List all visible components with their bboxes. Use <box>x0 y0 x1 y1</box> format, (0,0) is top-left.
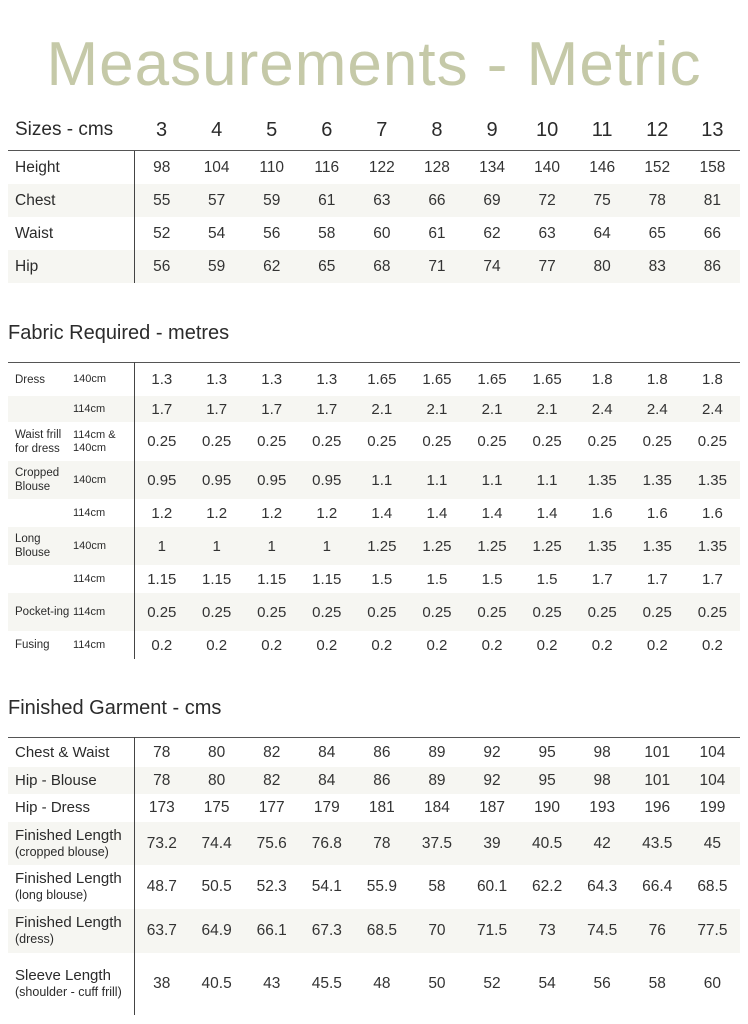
fabric-width: 140cm <box>73 527 134 565</box>
table-cell: 0.95 <box>189 461 244 499</box>
table-cell: 82 <box>263 743 281 761</box>
table-row <box>8 593 740 631</box>
table-cell: 179 <box>313 799 340 816</box>
table-cell: 1.3 <box>151 371 173 388</box>
table-cell: 2.4 <box>685 396 740 422</box>
table-cell: 0.25 <box>202 433 232 450</box>
table-cell: 0.2 <box>316 636 338 654</box>
table-cell: 1.7 <box>134 396 189 422</box>
table-row <box>8 527 740 565</box>
size-column-header: 7 <box>354 110 409 151</box>
row-label: Hip <box>8 250 134 283</box>
table-row <box>8 953 740 1015</box>
table-cell: 52.3 <box>256 878 287 895</box>
table-cell: 1 <box>244 527 299 565</box>
table-row <box>8 738 740 768</box>
table-cell: 104 <box>203 158 230 176</box>
table-cell: 140 <box>534 158 561 176</box>
table-cell: 66 <box>409 184 464 217</box>
table-row <box>8 217 740 250</box>
table-cell: 0.95 <box>244 461 299 499</box>
table-cell: 184 <box>424 799 450 816</box>
garment-label: Dress <box>15 373 46 386</box>
table-cell: 1.15 <box>202 570 232 588</box>
size-column-header: 3 <box>134 110 189 151</box>
table-cell: 1.1 <box>520 461 575 499</box>
table-cell: 68.5 <box>697 878 728 895</box>
table-cell: 45.5 <box>311 975 342 992</box>
table-cell: 1.8 <box>591 371 613 388</box>
table-cell: 78 <box>134 767 189 794</box>
table-cell: 54 <box>208 224 226 242</box>
row-label: Height <box>8 151 134 185</box>
table-cell: 1.5 <box>481 570 503 588</box>
table-cell: 74 <box>464 250 519 283</box>
table-cell: 62.2 <box>532 878 563 895</box>
table-cell: 80 <box>575 250 630 283</box>
table-cell: 74.4 <box>189 822 244 865</box>
table-cell: 187 <box>479 799 505 816</box>
table-cell: 54 <box>538 975 556 992</box>
row-label: Chest & Waist <box>15 743 110 761</box>
table-cell: 1.65 <box>367 371 397 388</box>
fabric-width: 114cm <box>73 499 134 527</box>
size-column-header: 10 <box>520 110 575 151</box>
table-cell: 86 <box>685 250 740 283</box>
fabric-width: 114cm & 140cm <box>73 422 134 461</box>
table-cell: 0.25 <box>422 433 452 450</box>
row-label-note: (long blouse) <box>15 888 88 902</box>
size-column-header: 13 <box>685 110 740 151</box>
table-cell: 2.4 <box>575 396 630 422</box>
table-cell: 98 <box>593 743 611 761</box>
table-row <box>8 565 740 593</box>
fabric-table <box>8 362 740 659</box>
table-cell: 70 <box>409 909 464 953</box>
table-cell: 1.2 <box>206 504 228 522</box>
table-cell: 1.1 <box>409 461 464 499</box>
table-cell: 1.15 <box>147 570 177 588</box>
row-label-cell <box>8 909 134 953</box>
table-row <box>8 422 740 461</box>
table-cell: 98 <box>153 158 171 176</box>
table-cell: 48.7 <box>146 878 177 895</box>
table-cell: 1.7 <box>189 396 244 422</box>
fabric-width: 114cm <box>73 593 134 631</box>
row-label: Finished Length <box>15 870 122 887</box>
table-cell: 56 <box>593 975 611 992</box>
table-cell: 0.25 <box>520 593 575 631</box>
table-cell: 0.25 <box>354 593 409 631</box>
table-cell: 54.1 <box>311 878 342 895</box>
table-cell: 0.2 <box>646 636 668 654</box>
table-cell: 2.1 <box>354 396 409 422</box>
table-cell: 84 <box>318 743 336 761</box>
size-column-header: 11 <box>575 110 630 151</box>
table-cell: 0.25 <box>299 593 354 631</box>
table-cell: 1.2 <box>261 504 283 522</box>
table-row <box>8 396 740 422</box>
garment-label <box>8 396 73 422</box>
table-cell: 0.2 <box>371 636 393 654</box>
table-cell: 0.2 <box>536 636 558 654</box>
table-cell: 39 <box>464 822 519 865</box>
table-cell: 86 <box>354 767 409 794</box>
table-cell: 83 <box>630 250 685 283</box>
table-cell: 68.5 <box>354 909 409 953</box>
table-cell: 0.25 <box>697 433 727 450</box>
table-cell: 80 <box>208 743 226 761</box>
table-cell: 101 <box>644 743 671 761</box>
table-cell: 55.9 <box>366 878 397 895</box>
table-row <box>8 461 740 499</box>
table-cell: 59 <box>244 184 299 217</box>
table-cell: 69 <box>464 184 519 217</box>
size-column-header: 8 <box>409 110 464 151</box>
table-cell: 61 <box>299 184 354 217</box>
table-cell: 177 <box>258 799 285 816</box>
table-cell: 89 <box>409 767 464 794</box>
table-cell: 0.2 <box>151 636 173 654</box>
table-cell: 0.2 <box>261 636 283 654</box>
table-cell: 0.25 <box>477 433 507 450</box>
table-cell: 0.25 <box>189 593 244 631</box>
table-cell: 58 <box>428 878 446 895</box>
table-cell: 71.5 <box>464 909 519 953</box>
table-cell: 71 <box>409 250 464 283</box>
row-label: Finished Length <box>15 914 122 931</box>
table-cell: 2.1 <box>520 396 575 422</box>
table-cell: 104 <box>699 743 726 761</box>
table-cell: 152 <box>644 158 671 176</box>
table-cell: 67.3 <box>299 909 354 953</box>
sizes-table <box>8 110 740 283</box>
table-cell: 64.3 <box>587 878 618 895</box>
table-cell: 77 <box>520 250 575 283</box>
page-title: Measurements - Metric <box>46 30 702 99</box>
finished-heading: Finished Garment - cms <box>8 697 222 719</box>
table-row <box>8 909 740 953</box>
table-cell: 76.8 <box>299 822 354 865</box>
table-row <box>8 822 740 865</box>
row-label-cell <box>8 738 134 768</box>
table-cell: 40.5 <box>201 975 232 992</box>
table-cell: 1.35 <box>630 527 685 565</box>
table-cell: 63 <box>354 184 409 217</box>
row-label: Chest <box>8 184 134 217</box>
size-column-header: 4 <box>189 110 244 151</box>
fabric-width: 140cm <box>73 461 134 499</box>
table-cell: 50.5 <box>201 878 232 895</box>
row-label-note: (shoulder - cuff frill) <box>15 985 122 999</box>
table-cell: 1.5 <box>536 570 558 588</box>
table-cell: 1.7 <box>701 570 723 588</box>
table-cell: 89 <box>428 743 446 761</box>
table-cell: 56 <box>263 224 281 242</box>
table-cell: 1.3 <box>261 371 283 388</box>
row-label: Hip - Dress <box>15 799 91 816</box>
table-cell: 61 <box>428 224 446 242</box>
table-cell: 1.1 <box>354 461 409 499</box>
table-cell: 64 <box>593 224 611 242</box>
table-row <box>8 184 740 217</box>
table-cell: 196 <box>644 799 671 816</box>
table-cell: 1.35 <box>685 527 740 565</box>
fabric-width: 140cm <box>73 363 134 397</box>
table-cell: 1.15 <box>257 570 287 588</box>
table-cell: 1.25 <box>520 527 575 565</box>
table-cell: 1.4 <box>481 504 503 522</box>
table-cell: 58 <box>318 224 336 242</box>
table-cell: 38 <box>153 975 171 992</box>
table-cell: 1.8 <box>646 371 668 388</box>
table-row <box>8 250 740 283</box>
table-cell: 0.25 <box>575 593 630 631</box>
table-cell: 1.1 <box>464 461 519 499</box>
table-cell: 74.5 <box>575 909 630 953</box>
table-cell: 95 <box>538 743 556 761</box>
table-row <box>8 499 740 527</box>
table-cell: 190 <box>534 799 561 816</box>
row-label: Waist <box>8 217 134 250</box>
table-cell: 63.7 <box>134 909 189 953</box>
table-cell: 63 <box>538 224 556 242</box>
table-cell: 52 <box>153 224 171 242</box>
table-cell: 0.25 <box>134 593 189 631</box>
table-cell: 80 <box>189 767 244 794</box>
fabric-width: 114cm <box>73 631 134 659</box>
table-cell: 65 <box>648 224 666 242</box>
table-cell: 134 <box>479 158 505 176</box>
table-cell: 0.2 <box>426 636 448 654</box>
table-cell: 62 <box>483 224 501 242</box>
table-cell: 1.7 <box>591 570 613 588</box>
table-cell: 116 <box>314 158 340 176</box>
table-cell: 0.2 <box>701 636 723 654</box>
table-cell: 43 <box>263 975 281 992</box>
table-cell: 42 <box>575 822 630 865</box>
table-cell: 1.25 <box>409 527 464 565</box>
size-column-header: 5 <box>244 110 299 151</box>
fabric-heading: Fabric Required - metres <box>8 322 230 344</box>
table-cell: 48 <box>373 975 391 992</box>
row-label-cell <box>8 767 134 794</box>
size-column-header: 6 <box>299 110 354 151</box>
table-cell: 1.15 <box>312 570 342 588</box>
row-label-cell <box>8 865 134 909</box>
table-cell: 1.4 <box>536 504 558 522</box>
size-column-header: 12 <box>630 110 685 151</box>
table-cell: 45 <box>685 822 740 865</box>
table-cell: 193 <box>589 799 616 816</box>
table-cell: 1.35 <box>575 461 630 499</box>
table-cell: 1.35 <box>575 527 630 565</box>
garment-label: Waist frill for dress <box>15 428 62 455</box>
table-cell: 110 <box>259 158 285 176</box>
table-cell: 101 <box>630 767 685 794</box>
table-cell: 66 <box>703 224 722 242</box>
table-cell: 1.3 <box>206 371 228 388</box>
table-cell: 0.25 <box>312 433 342 450</box>
table-cell: 0.25 <box>587 433 617 450</box>
table-cell: 1.25 <box>354 527 409 565</box>
table-cell: 0.2 <box>206 636 228 654</box>
table-cell: 0.25 <box>367 433 397 450</box>
garment-label <box>8 565 73 593</box>
table-cell: 1.25 <box>464 527 519 565</box>
table-cell: 65 <box>299 250 354 283</box>
table-cell: 2.1 <box>409 396 464 422</box>
table-cell: 1.35 <box>685 461 740 499</box>
table-cell: 57 <box>189 184 244 217</box>
table-cell: 1.7 <box>244 396 299 422</box>
table-cell: 52 <box>483 975 501 992</box>
table-cell: 50 <box>428 975 446 992</box>
row-label: Hip - Blouse <box>15 771 97 789</box>
table-cell: 146 <box>589 158 616 176</box>
garment-label: Cropped Blouse <box>8 461 73 499</box>
table-cell: 73.2 <box>134 822 189 865</box>
table-cell: 78 <box>153 743 171 761</box>
table-cell: 1.2 <box>151 504 173 522</box>
table-cell: 1.2 <box>316 504 338 522</box>
table-cell: 1 <box>299 527 354 565</box>
finished-table <box>8 737 740 1015</box>
table-cell: 1.35 <box>630 461 685 499</box>
fabric-width: 114cm <box>73 396 134 422</box>
table-cell: 0.25 <box>532 433 562 450</box>
table-cell: 0.25 <box>642 433 672 450</box>
table-cell: 60 <box>703 975 722 992</box>
table-cell: 199 <box>699 799 726 816</box>
table-cell: 2.1 <box>464 396 519 422</box>
table-cell: 66.1 <box>244 909 299 953</box>
table-cell: 64.9 <box>189 909 244 953</box>
table-cell: 86 <box>373 743 391 761</box>
table-cell: 1.3 <box>316 371 338 388</box>
table-cell: 1.7 <box>299 396 354 422</box>
table-cell: 56 <box>134 250 189 283</box>
table-cell: 0.95 <box>299 461 354 499</box>
table-cell: 1.6 <box>646 504 668 522</box>
table-cell: 2.4 <box>630 396 685 422</box>
fabric-width: 114cm <box>73 565 134 593</box>
row-label-note: (cropped blouse) <box>15 844 109 859</box>
table-cell: 75.6 <box>244 822 299 865</box>
table-cell: 104 <box>685 767 740 794</box>
table-cell: 1.6 <box>591 504 613 522</box>
table-cell: 181 <box>368 799 395 816</box>
table-cell: 95 <box>520 767 575 794</box>
table-cell: 59 <box>189 250 244 283</box>
row-label-cell <box>8 794 134 822</box>
table-cell: 0.25 <box>257 433 287 450</box>
table-cell: 72 <box>520 184 575 217</box>
table-cell: 1.8 <box>701 371 723 388</box>
row-label: Sleeve Length <box>15 967 111 984</box>
table-cell: 84 <box>299 767 354 794</box>
table-cell: 1.4 <box>371 504 393 522</box>
table-cell: 76 <box>630 909 685 953</box>
table-cell: 0.2 <box>481 636 503 654</box>
table-cell: 40.5 <box>520 822 575 865</box>
table-cell: 1.7 <box>646 570 668 588</box>
table-cell: 60.1 <box>476 878 508 895</box>
sizes-header-label: Sizes - cms <box>8 110 134 151</box>
sizes-header-row <box>8 110 740 151</box>
table-cell: 81 <box>685 184 740 217</box>
table-cell: 1 <box>189 527 244 565</box>
table-cell: 0.25 <box>244 593 299 631</box>
table-cell: 1.65 <box>422 371 452 388</box>
table-cell: 1.6 <box>701 504 723 522</box>
table-cell: 128 <box>424 158 450 176</box>
table-cell: 92 <box>464 767 519 794</box>
table-cell: 1.65 <box>477 371 507 388</box>
table-cell: 0.95 <box>134 461 189 499</box>
table-cell: 37.5 <box>409 822 464 865</box>
table-cell: 175 <box>203 799 230 816</box>
table-cell: 78 <box>354 822 409 865</box>
table-row <box>8 151 740 185</box>
table-cell: 75 <box>575 184 630 217</box>
table-row <box>8 631 740 659</box>
table-cell: 122 <box>368 158 395 176</box>
table-cell: 77.5 <box>685 909 740 953</box>
table-cell: 1 <box>134 527 189 565</box>
table-cell: 98 <box>575 767 630 794</box>
table-cell: 62 <box>244 250 299 283</box>
table-cell: 0.25 <box>630 593 685 631</box>
table-cell: 92 <box>483 743 501 761</box>
table-cell: 73 <box>520 909 575 953</box>
table-cell: 58 <box>648 975 666 992</box>
table-cell: 1.4 <box>426 504 448 522</box>
table-cell: 0.2 <box>591 636 613 654</box>
table-cell: 60 <box>373 224 391 242</box>
garment-label <box>8 499 73 527</box>
table-row <box>8 363 740 397</box>
garment-label: Long Blouse <box>8 527 73 565</box>
table-row <box>8 767 740 794</box>
row-label: Finished Length <box>15 826 122 844</box>
table-cell: 0.25 <box>464 593 519 631</box>
row-label-cell <box>8 953 134 1015</box>
size-column-header: 9 <box>464 110 519 151</box>
table-cell: 1.5 <box>371 570 393 588</box>
garment-label: Pocket-ing <box>8 593 73 631</box>
table-row <box>8 794 740 822</box>
table-cell: 66.4 <box>642 878 673 895</box>
table-cell: 1.65 <box>532 371 562 388</box>
table-cell: 1.5 <box>426 570 448 588</box>
table-cell: 82 <box>244 767 299 794</box>
table-cell: 158 <box>699 158 726 176</box>
table-cell: 173 <box>148 799 175 816</box>
table-cell: 78 <box>630 184 685 217</box>
row-label-cell <box>8 822 134 865</box>
table-cell: 0.25 <box>685 593 740 631</box>
table-row <box>8 865 740 909</box>
table-cell: 68 <box>354 250 409 283</box>
table-cell: 0.25 <box>147 433 177 450</box>
row-label-note: (dress) <box>15 932 54 946</box>
table-cell: 43.5 <box>630 822 685 865</box>
garment-label: Fusing <box>15 639 50 651</box>
table-cell: 0.25 <box>409 593 464 631</box>
table-cell: 55 <box>134 184 189 217</box>
